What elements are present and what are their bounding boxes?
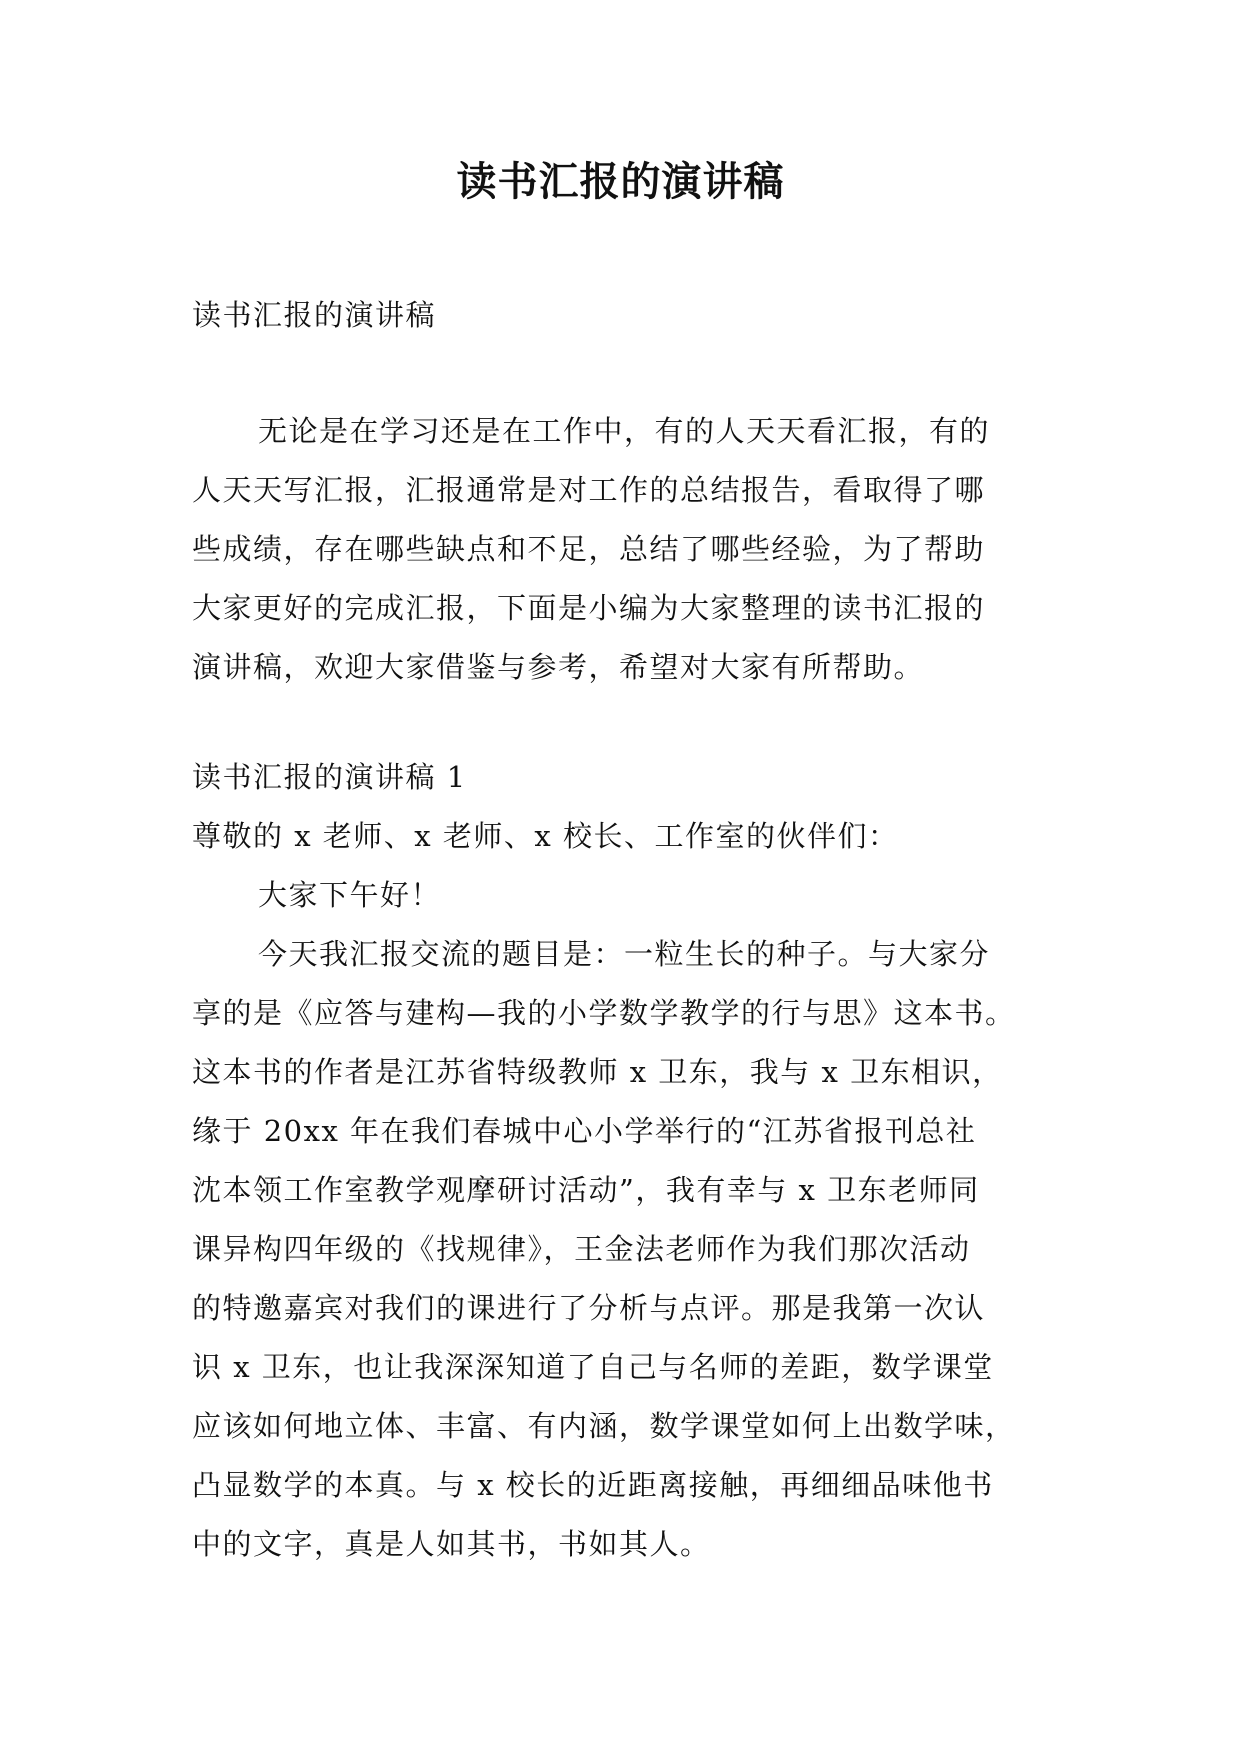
greeting: 大家下午好！ [258, 878, 442, 912]
document-title: 读书汇报的演讲稿 [456, 158, 785, 205]
speech-body [192, 866, 1064, 1574]
body-line: 今天我汇报交流的题目是：一粒生长的种子。与大家分 [258, 937, 991, 971]
subtitle-line: 读书汇报的演讲稿 [192, 298, 437, 332]
intro-line: 人天天写汇报，汇报通常是对工作的总结报告，看取得了哪 [192, 473, 986, 507]
body-line: 中的文字，真是人如其书，书如其人。 [192, 1527, 711, 1561]
document-subtitle [192, 286, 1064, 345]
body-line: 缘于 20xx 年在我们春城中心小学举行的“江苏省报刊总社 [192, 1114, 977, 1148]
body-line: 的特邀嘉宾对我们的课进行了分析与点评。那是我第一次认 [192, 1291, 986, 1325]
body-line: 这本书的作者是江苏省特级教师 x 卫东，我与 x 卫东相识， [192, 1055, 1003, 1089]
body-line: 课异构四年级的《找规律》，王金法老师作为我们那次活动 [192, 1232, 971, 1266]
body-line: 沈本领工作室教学观摩研讨活动”，我有幸与 x 卫东老师同 [192, 1173, 980, 1207]
intro-line: 演讲稿，欢迎大家借鉴与参考，希望对大家有所帮助。 [192, 650, 925, 684]
body-line: 享的是《应答与建构—我的小学数学教学的行与思》这本书。 [192, 996, 1016, 1030]
intro-line: 无论是在学习还是在工作中，有的人天天看汇报，有的 [258, 414, 991, 448]
section-header-block [192, 748, 1064, 866]
body-line: 识 x 卫东，也让我深深知道了自己与名师的差距，数学课堂 [192, 1350, 994, 1384]
body-line: 凸显数学的本真。与 x 校长的近距离接触，再细细品味他书 [192, 1468, 994, 1502]
intro-line: 大家更好的完成汇报，下面是小编为大家整理的读书汇报的 [192, 591, 986, 625]
body-line: 应该如何地立体、丰富、有内涵，数学课堂如何上出数学味， [192, 1409, 1016, 1443]
section-heading: 读书汇报的演讲稿 1 [192, 760, 467, 794]
salutation: 尊敬的 x 老师、x 老师、x 校长、工作室的伙伴们： [192, 819, 899, 853]
intro-line: 些成绩，存在哪些缺点和不足，总结了哪些经验，为了帮助 [192, 532, 986, 566]
intro-paragraph [192, 402, 1064, 697]
